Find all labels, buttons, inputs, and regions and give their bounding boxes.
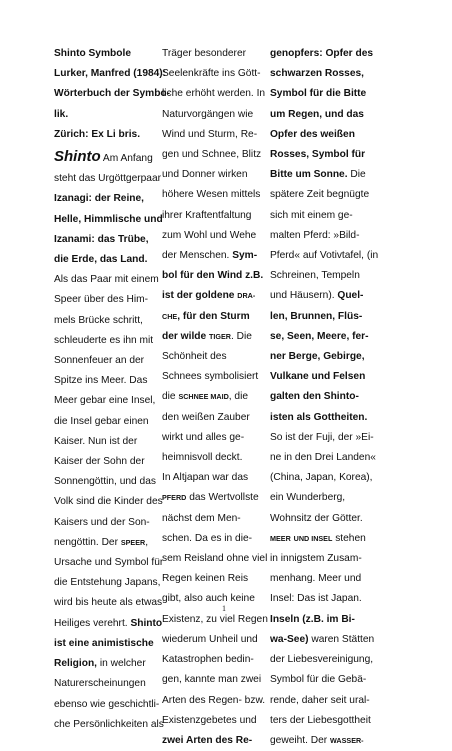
text-line [162, 711, 264, 731]
text-span: Schönheit des [162, 351, 227, 363]
text-span: sich mit einem ge- [270, 209, 353, 221]
text-line [270, 711, 370, 731]
text-line [54, 472, 154, 492]
reference-book-line: Wörterbuch der Symbo- [54, 88, 171, 100]
text-span: ein Wunderberg, [270, 492, 346, 504]
text-line [162, 367, 264, 387]
text-span: ters der Liebesgottheit [270, 714, 371, 726]
text-line [162, 206, 264, 226]
text-line [54, 593, 163, 613]
text-span: Wind und Sturm, Re- [162, 128, 258, 140]
reference-author: Lurker, Manfred (1984): [54, 68, 167, 80]
text-line [162, 327, 264, 347]
text-span: Spitze ins Meer. Das [54, 375, 148, 387]
text-span: den weißen Zauber [162, 411, 250, 423]
text-span: die Erde, das Land. [54, 254, 148, 266]
text-span: steht das Urgöttgerpaar [54, 173, 162, 185]
text-span: Naturerscheinungen [54, 678, 146, 690]
text-span: Kaiser. Nun ist der [54, 435, 138, 447]
text-span: wa-See) [270, 633, 309, 645]
text-span: isten als Gottheiten. [270, 411, 368, 423]
text-line [270, 246, 379, 266]
text-span: Schnees symbolisiert [162, 371, 259, 383]
text-line [270, 387, 370, 407]
text-span: in innigstem Zusam- [270, 553, 362, 565]
text-span: Izanami: das Trübe, [54, 233, 149, 245]
text-line [270, 226, 370, 246]
text-span: wirkt und alles ge- [162, 431, 245, 443]
text-span: MEER [270, 533, 291, 543]
text-line [270, 569, 370, 589]
text-span: Kaisers und der Son- [54, 516, 150, 528]
text-line [54, 210, 163, 230]
text-span: und Häusern). [270, 290, 338, 302]
text-line [270, 448, 376, 468]
text-span: Schreinen, Tempeln [270, 270, 360, 282]
text-span: Existenzgebetes und [162, 714, 257, 726]
text-span: Ursache und Symbol für [54, 557, 164, 569]
text-span: Religion, [54, 658, 98, 670]
text-span: waren Stätten [308, 633, 375, 645]
text-line [270, 529, 370, 549]
text-span: Quel- [337, 290, 364, 302]
text-line [270, 266, 370, 286]
text-span: heimnisvoll deckt. [162, 452, 243, 464]
text-line [54, 391, 154, 411]
text-span: CHE [162, 311, 178, 321]
text-span: Als das Paar mit einem [54, 274, 159, 286]
text-span: bol für den Wind z.B. [162, 270, 264, 282]
text-line [270, 125, 370, 145]
text-line [162, 307, 264, 327]
text-span: (China, Japan, Korea), [270, 472, 373, 484]
text-line [270, 408, 370, 428]
text-line [54, 553, 164, 573]
reference-book-line: lik. [54, 108, 69, 120]
text-span: die [162, 391, 179, 403]
text-line [270, 44, 374, 64]
text-line [162, 408, 264, 428]
text-line [162, 670, 264, 690]
text-span: Pferd« auf Votivtafel, (in [270, 250, 379, 262]
text-span: Träger besonderer [162, 48, 246, 59]
text-line [270, 428, 374, 448]
text-line [270, 64, 370, 84]
text-line [270, 206, 370, 226]
text-span: Shinto [130, 617, 163, 629]
text-line [162, 165, 264, 185]
text-line [54, 270, 159, 290]
text-span: , [145, 536, 149, 548]
text-span: zwei Arten des Re- [162, 734, 253, 746]
reference-title: Shinto Symbole [54, 48, 131, 59]
text-line [270, 670, 370, 690]
text-line [162, 105, 264, 125]
text-line [54, 189, 154, 209]
text-line [54, 533, 154, 553]
text-span: Symbol für die Gebä- [270, 674, 367, 686]
text-span: liche erhöht werden. In [162, 88, 266, 100]
text-span: Bitte um Sonne. [270, 169, 348, 181]
text-line [162, 226, 264, 246]
text-line [270, 468, 373, 488]
text-line [54, 674, 154, 694]
text-span: ihrer Kraftentfaltung [162, 209, 252, 221]
text-line [54, 290, 154, 310]
text-span: . Die [230, 330, 252, 342]
text-line [54, 654, 154, 674]
text-line [162, 468, 264, 488]
column-2 [162, 44, 268, 751]
text-span: wiederum Unheil und [162, 633, 258, 645]
text-span: gibt, also auch keine [162, 593, 255, 605]
text-span: TIGER [209, 331, 231, 341]
text-line [162, 185, 264, 205]
text-line [162, 650, 264, 670]
text-span: in welcher [97, 658, 146, 670]
text-span: galten den Shinto- [270, 391, 359, 403]
text-span: Sonnengöttin, und das [54, 476, 156, 488]
text-span: genopfers: Opfer des [270, 48, 374, 59]
text-span: UND INSEL [293, 533, 333, 543]
text-span: die Entstehung Japans, [54, 577, 161, 589]
text-line [270, 650, 374, 670]
text-span: nächst dem Men- [162, 512, 241, 524]
text-span: Rosses, Symbol für [270, 149, 366, 161]
text-line [270, 691, 370, 711]
text-span: menhang. Meer und [270, 573, 362, 585]
text-line [162, 246, 264, 266]
text-line [162, 125, 264, 145]
text-line [162, 145, 264, 165]
text-line [54, 432, 154, 452]
text-line [54, 715, 164, 735]
text-line [270, 307, 370, 327]
text-span: Symbol für die Bitte [270, 88, 367, 100]
text-line [162, 286, 264, 306]
text-span: Am Anfang [100, 153, 153, 165]
text-span: Meer gebar eine Insel, [54, 395, 156, 407]
text-span: Regen keinen Reis [162, 573, 249, 585]
text-span: und Donner wirken [162, 169, 248, 181]
text-span: Kaiser der Sohn der [54, 456, 145, 468]
text-span: Die [347, 169, 366, 181]
text-span: che Persönlichkeiten als [54, 718, 164, 730]
text-span: ne in den Drei Landen« [270, 452, 376, 464]
text-line [270, 165, 370, 185]
text-span: Arten des Regen- bzw. [162, 694, 266, 706]
text-span: der Menschen. [162, 250, 233, 262]
text-line [54, 573, 161, 593]
text-span: Volk sind die Kinder des [54, 496, 163, 508]
text-line [270, 367, 370, 387]
text-line [162, 64, 264, 84]
shinto-intro-line [54, 147, 154, 169]
text-line [270, 347, 370, 367]
text-line [54, 230, 154, 250]
text-line [162, 691, 264, 711]
text-line [270, 327, 370, 347]
text-span: um Regen, und das [270, 108, 364, 120]
text-line [162, 44, 264, 64]
text-span: sem Reisland ohne viel [162, 553, 268, 565]
text-span: So ist der Fuji, der »Ei- [270, 431, 374, 443]
text-line [162, 387, 264, 407]
text-span: ner Berge, Gebirge, [270, 351, 365, 363]
text-line [162, 266, 264, 286]
text-span: das Wertvollste [186, 492, 259, 504]
text-line [54, 695, 160, 715]
text-line [54, 513, 154, 533]
text-span: Wohnsitz der Götter. [270, 512, 363, 524]
text-line [54, 331, 154, 351]
text-line [54, 492, 163, 512]
text-span: len, Brunnen, Flüs- [270, 310, 363, 322]
text-span: Existenz, zu viel Regen [162, 613, 268, 625]
text-span: gen, kannte man zwei [162, 674, 262, 686]
text-span: DRA- [237, 291, 256, 301]
text-line [54, 634, 154, 654]
text-line [54, 311, 154, 331]
column-1-text [54, 169, 164, 735]
text-line [54, 452, 154, 472]
text-span: Inseln (z.B. im Bi- [270, 613, 355, 625]
text-line [270, 731, 370, 751]
text-line [162, 529, 264, 549]
column-1 [54, 44, 171, 735]
text-line [270, 84, 370, 104]
text-line [162, 488, 264, 508]
text-line [270, 185, 370, 205]
text-line [162, 509, 264, 529]
text-span: höhere Wesen mittels [162, 189, 261, 201]
text-line [54, 412, 154, 432]
text-line [162, 549, 268, 569]
text-span: Izanagi: der Reine, [54, 193, 145, 205]
text-span: ist der goldene [162, 290, 238, 302]
text-span: SPEER [120, 537, 146, 547]
text-span: schen. Da es in die- [162, 532, 253, 544]
text-span: malten Pferd: »Bild- [270, 229, 360, 241]
text-line [54, 351, 154, 371]
text-span: nengöttin. Der [54, 536, 121, 548]
text-line [162, 589, 264, 609]
text-span: se, Seen, Meere, fer- [270, 330, 369, 342]
text-span: Speer über des Him- [54, 294, 148, 306]
text-span: zum Wohl und Wehe [162, 229, 257, 241]
text-span: schwarzen Rosses, [270, 68, 364, 80]
text-line [270, 488, 370, 508]
text-span: Katastrophen bedin- [162, 654, 254, 666]
text-span: WASSER- [330, 735, 364, 745]
text-span: SCHNEE MAID [178, 392, 229, 402]
text-line [270, 286, 370, 306]
text-span: Naturvorgängen wie [162, 108, 254, 120]
text-line [54, 371, 154, 391]
text-line [162, 347, 264, 367]
text-span: spätere Zeit begnügte [270, 189, 370, 201]
text-span: Seelenkräfte ins Gött- [162, 68, 261, 80]
text-span: die Insel gebar einen [54, 415, 149, 427]
text-line [54, 250, 154, 270]
text-span: wird bis heute als etwas [54, 597, 163, 609]
text-line [270, 105, 370, 125]
text-line [162, 448, 264, 468]
text-line [162, 569, 264, 589]
text-span: gen und Schnee, Blitz [162, 149, 262, 161]
page-number: 1 [222, 604, 226, 613]
text-span: PFERD [162, 493, 187, 503]
text-line [162, 84, 264, 104]
text-span: der wilde [162, 330, 209, 342]
text-line [162, 428, 264, 448]
text-span: Insel: Das ist Japan. [270, 593, 362, 605]
text-line [54, 614, 163, 634]
text-span: schleuderte es ihn mit [54, 334, 154, 346]
reference-place: Zürich: Ex Li bris. [54, 128, 141, 140]
text-span: In Altjapan war das [162, 472, 249, 484]
text-span: , für den Sturm [177, 310, 250, 322]
column-3 [270, 44, 379, 751]
text-span: Helle, Himmlische und [54, 213, 163, 225]
text-span: mels Brücke schritt, [54, 314, 143, 326]
text-span: Heiliges verehrt. [54, 617, 131, 629]
text-span: Sym- [232, 250, 258, 262]
text-line [270, 589, 370, 609]
text-span: Opfer des weißen [270, 128, 355, 140]
text-span: ebenso wie geschichtli- [54, 698, 160, 710]
text-line [162, 731, 264, 751]
text-span: rende, daher seit ural- [270, 694, 370, 706]
text-span: geweiht. Der [270, 734, 331, 746]
text-line [270, 610, 370, 630]
text-span: Vulkane und Felsen [270, 371, 366, 383]
text-line [270, 509, 370, 529]
text-line [162, 610, 268, 630]
text-span: ist eine animistische [54, 637, 154, 649]
text-span: stehen [332, 532, 366, 544]
text-line [54, 169, 162, 189]
text-line [270, 549, 370, 569]
text-span: der Liebesvereinigung, [270, 654, 374, 666]
section-heading: Shinto [54, 148, 101, 166]
text-span: Sonnenfeuer an der [54, 355, 145, 367]
text-line [270, 145, 370, 165]
text-span: , die [228, 391, 249, 403]
